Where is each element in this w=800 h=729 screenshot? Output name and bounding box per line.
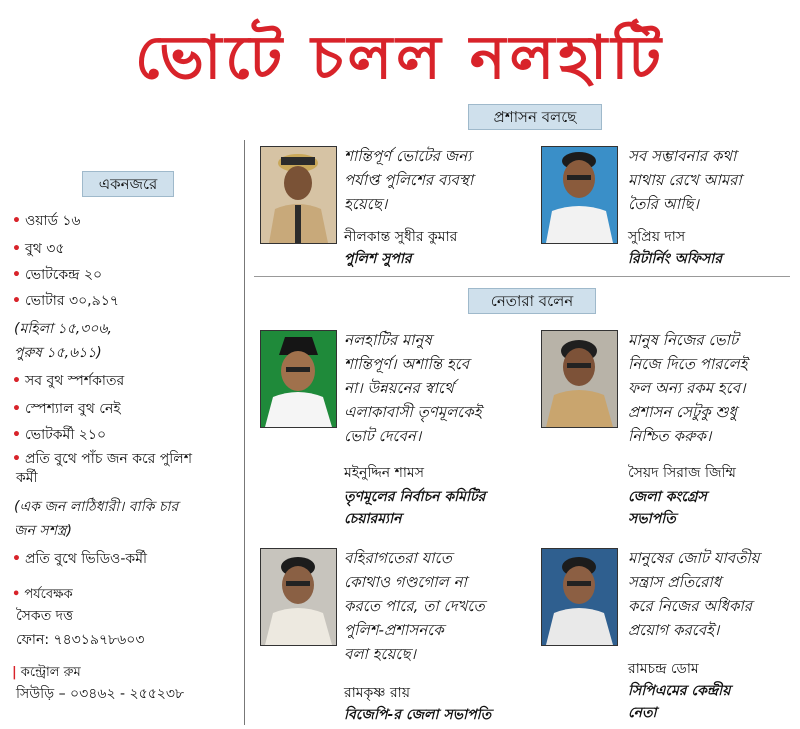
- control-room-label: | কন্ট্রোল রুম: [12, 665, 81, 680]
- leader-quote-2: মানুষ নিজের ভোট নিজে দিতে পারলেই ফল অন্য রকম হবে। প্রশাসন সেটুকু শুধু নিশ্চিত করুক।: [628, 331, 748, 445]
- list-item: • সব বুথ স্পর্শকাতর: [12, 373, 125, 389]
- leader-quote-3: বহিরাগতেরা যাতে কোথাও গণ্ডগোল না করতে পারে, তা দেখতে পুলিশ-প্রশাসনকে বলা হয়েছে।: [344, 549, 485, 663]
- voter-male: পুরুষ ১৫,৬১১): [14, 345, 102, 361]
- speaker-name: নীলকান্ত সুধীর কুমার: [344, 229, 458, 245]
- speaker-name: রামচন্দ্র ডোম: [628, 661, 699, 677]
- list-item: • ভোটকর্মী ২১০: [12, 427, 107, 443]
- leader-photo-cpim: [541, 548, 618, 646]
- speaker-title: তৃণমূলের নির্বাচন কমিটির চেয়ারম্যান: [344, 489, 486, 527]
- leader-photo-congress: [541, 330, 618, 428]
- admin-quote-2: সব সম্ভাবনার কথা মাথায় রেখে আমরা তৈরি আছি।: [628, 147, 742, 213]
- police-superintendent-photo: [260, 146, 337, 244]
- speaker-name: সুপ্রিয় দাস: [628, 229, 686, 245]
- list-item: • প্রতি বুথে ভিডিও-কর্মী: [12, 551, 147, 567]
- section-divider: [254, 276, 790, 277]
- speaker-title: জেলা কংগ্রেস সভাপতি: [628, 489, 707, 527]
- admin-quote-1: শান্তিপূর্ণ ভোটের জন্য পর্যাপ্ত পুলিশের ব্যবস্থা হয়েছে।: [344, 147, 474, 213]
- police-note-2: জন সশস্ত্র): [14, 523, 72, 539]
- list-item: • স্পেশ্যাল বুথ নেই: [12, 401, 121, 417]
- list-item: • প্রতি বুথে পাঁচ জন করে পুলিশ: [12, 451, 192, 467]
- speaker-title: সিপিএমের কেন্দ্রীয় নেতা: [628, 683, 731, 721]
- voter-female: (মহিলা ১৫,৩০৬,: [14, 321, 112, 337]
- control-room-phone: সিউড়ি – ০৩৪৬২ - ২৫৫২৩৮: [16, 686, 185, 702]
- section-label-administration: প্রশাসন বলছে: [468, 104, 602, 130]
- section-label-at-a-glance: একনজরে: [82, 171, 174, 197]
- observer-label: • পর্যবেক্ষক: [12, 587, 73, 602]
- speaker-name: রামকৃষ্ণ রায়: [344, 685, 410, 701]
- list-item: • ভোটকেন্দ্র ২০: [12, 267, 103, 283]
- speaker-name: মইনুদ্দিন শামস: [344, 465, 424, 481]
- observer-phone: ফোন: ৭৪৩১৯৭৮৬০৩: [16, 632, 145, 648]
- leader-photo-tmc: [260, 330, 337, 428]
- section-label-leaders: নেতারা বলেন: [468, 288, 596, 314]
- speaker-title: রিটার্নিং অফিসার: [628, 251, 723, 267]
- leader-quote-4: মানুষের জোট যাবতীয় সন্ত্রাস প্রতিরোধ করে নিজের অধিকার প্রয়োগ করবেই।: [628, 549, 760, 639]
- list-item: • ওয়ার্ড ১৬: [12, 213, 81, 229]
- speaker-name: সৈয়দ সিরাজ জিম্মি: [628, 465, 736, 481]
- police-cont: কর্মী: [16, 470, 38, 486]
- list-item: • বুথ ৩৫: [12, 241, 65, 257]
- observer-name: সৈকত দত্ত: [16, 608, 74, 624]
- police-note-1: (এক জন লাঠিধারী। বাকি চার: [14, 499, 179, 515]
- speaker-title: পুলিশ সুপার: [344, 251, 412, 267]
- returning-officer-photo: [541, 146, 618, 244]
- speaker-title: বিজেপি-র জেলা সভাপতি: [344, 707, 492, 723]
- leader-photo-bjp: [260, 548, 337, 646]
- list-item: • ভোটার ৩০,৯১৭: [12, 293, 119, 309]
- leader-quote-1: নলহাটির মানুষ শান্তিপূর্ণ। অশান্তি হবে না। উন্নয়নের স্বার্থে এলাকাবাসী তৃণমূলকেই ভোট দেবেন।: [344, 331, 482, 445]
- headline: ভোটে চলল নলহাটি: [134, 23, 666, 93]
- column-divider: [244, 140, 245, 725]
